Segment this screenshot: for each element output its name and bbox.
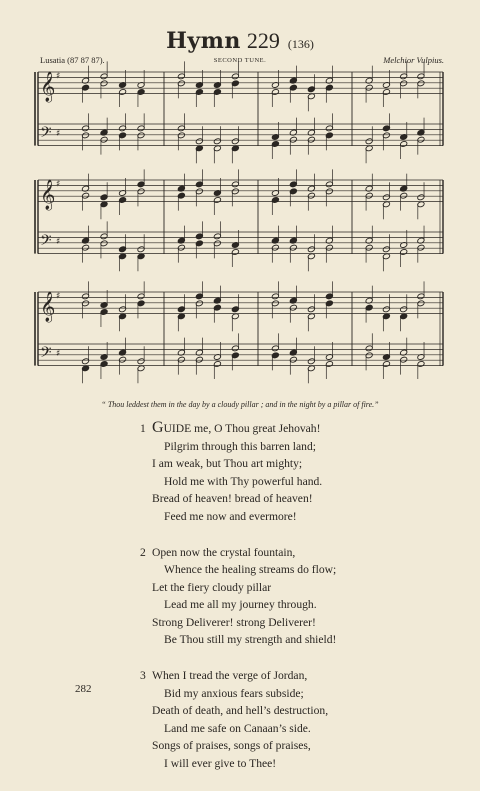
bass-clef: 𝄢 xyxy=(40,232,52,254)
sharp-sign: ♯ xyxy=(56,179,61,190)
composer-name: Melchior Vulpius. xyxy=(383,55,444,65)
verse-1 xyxy=(140,420,336,525)
treble-clef: 𝄞 xyxy=(40,180,56,211)
verse-line: Bid my anxious fears subside; xyxy=(164,686,304,700)
verse-3 xyxy=(140,667,336,772)
verse-line: Bread of heaven! bread of heaven! xyxy=(152,492,313,505)
page-number: 282 xyxy=(75,683,92,695)
verse-line: Death of death, and hell’s destruction, xyxy=(152,704,329,717)
epigraph: “ Thou leddest them in the day by a cloudy pillar ; and in the night by a pillar of fire.” xyxy=(101,400,379,409)
verse-line: Land me safe on Canaan’s side. xyxy=(164,721,311,735)
hymn-title-word: Hymn xyxy=(166,28,241,54)
hymn-number: 229 xyxy=(246,28,280,53)
verse-line: Feed me now and evermore! xyxy=(164,509,297,523)
verse-2 xyxy=(140,544,336,649)
treble-clef: 𝄞 xyxy=(40,292,56,323)
verse-line: 1 GUIDE me, O Thou great Jehovah! xyxy=(140,419,321,436)
verse-line: Pilgrim through this barren land; xyxy=(164,439,316,453)
bass-clef: 𝄢 xyxy=(40,344,52,366)
bass-clef: 𝄢 xyxy=(40,124,52,146)
music-score xyxy=(0,60,480,390)
sharp-sign: ♯ xyxy=(56,236,61,247)
tune-note: SECOND TUNE. xyxy=(213,57,267,64)
verse-line: 3 When I tread the verge of Jordan, xyxy=(140,667,336,685)
verse-number: 2 xyxy=(140,545,146,559)
sharp-sign: ♯ xyxy=(56,128,61,139)
treble-clef: 𝄞 xyxy=(40,72,56,103)
drop-cap: G xyxy=(152,419,164,436)
verses xyxy=(140,420,336,791)
hymn-alt-number: (136) xyxy=(287,37,314,51)
verse-number: 3 xyxy=(140,669,146,682)
verse-line: Let the fiery cloudy pillar xyxy=(152,580,272,594)
tune-name: Lusatia (87 87 87). xyxy=(40,55,105,65)
verse-line: Be Thou still my strength and shield! xyxy=(164,633,337,646)
verse-line: Songs of praises, songs of praises, xyxy=(152,739,311,752)
verse-line: Hold me with Thy powerful hand. xyxy=(164,474,323,488)
sharp-sign: ♯ xyxy=(56,291,61,302)
verse-line: Whence the healing streams do flow; xyxy=(164,563,337,576)
sharp-sign: ♯ xyxy=(56,71,61,82)
hymn-title xyxy=(0,28,480,54)
verse-line: 2 Open now the crystal fountain, xyxy=(140,544,336,562)
verse-line: I am weak, but Thou art mighty; xyxy=(152,457,303,470)
verse-number: 1 xyxy=(140,422,146,435)
verse-line: I will ever give to Thee! xyxy=(164,756,277,770)
sharp-sign: ♯ xyxy=(56,348,61,359)
verse-line: Lead me all my journey through. xyxy=(164,598,317,611)
verse-line: Strong Deliverer! strong Deliverer! xyxy=(152,615,316,629)
